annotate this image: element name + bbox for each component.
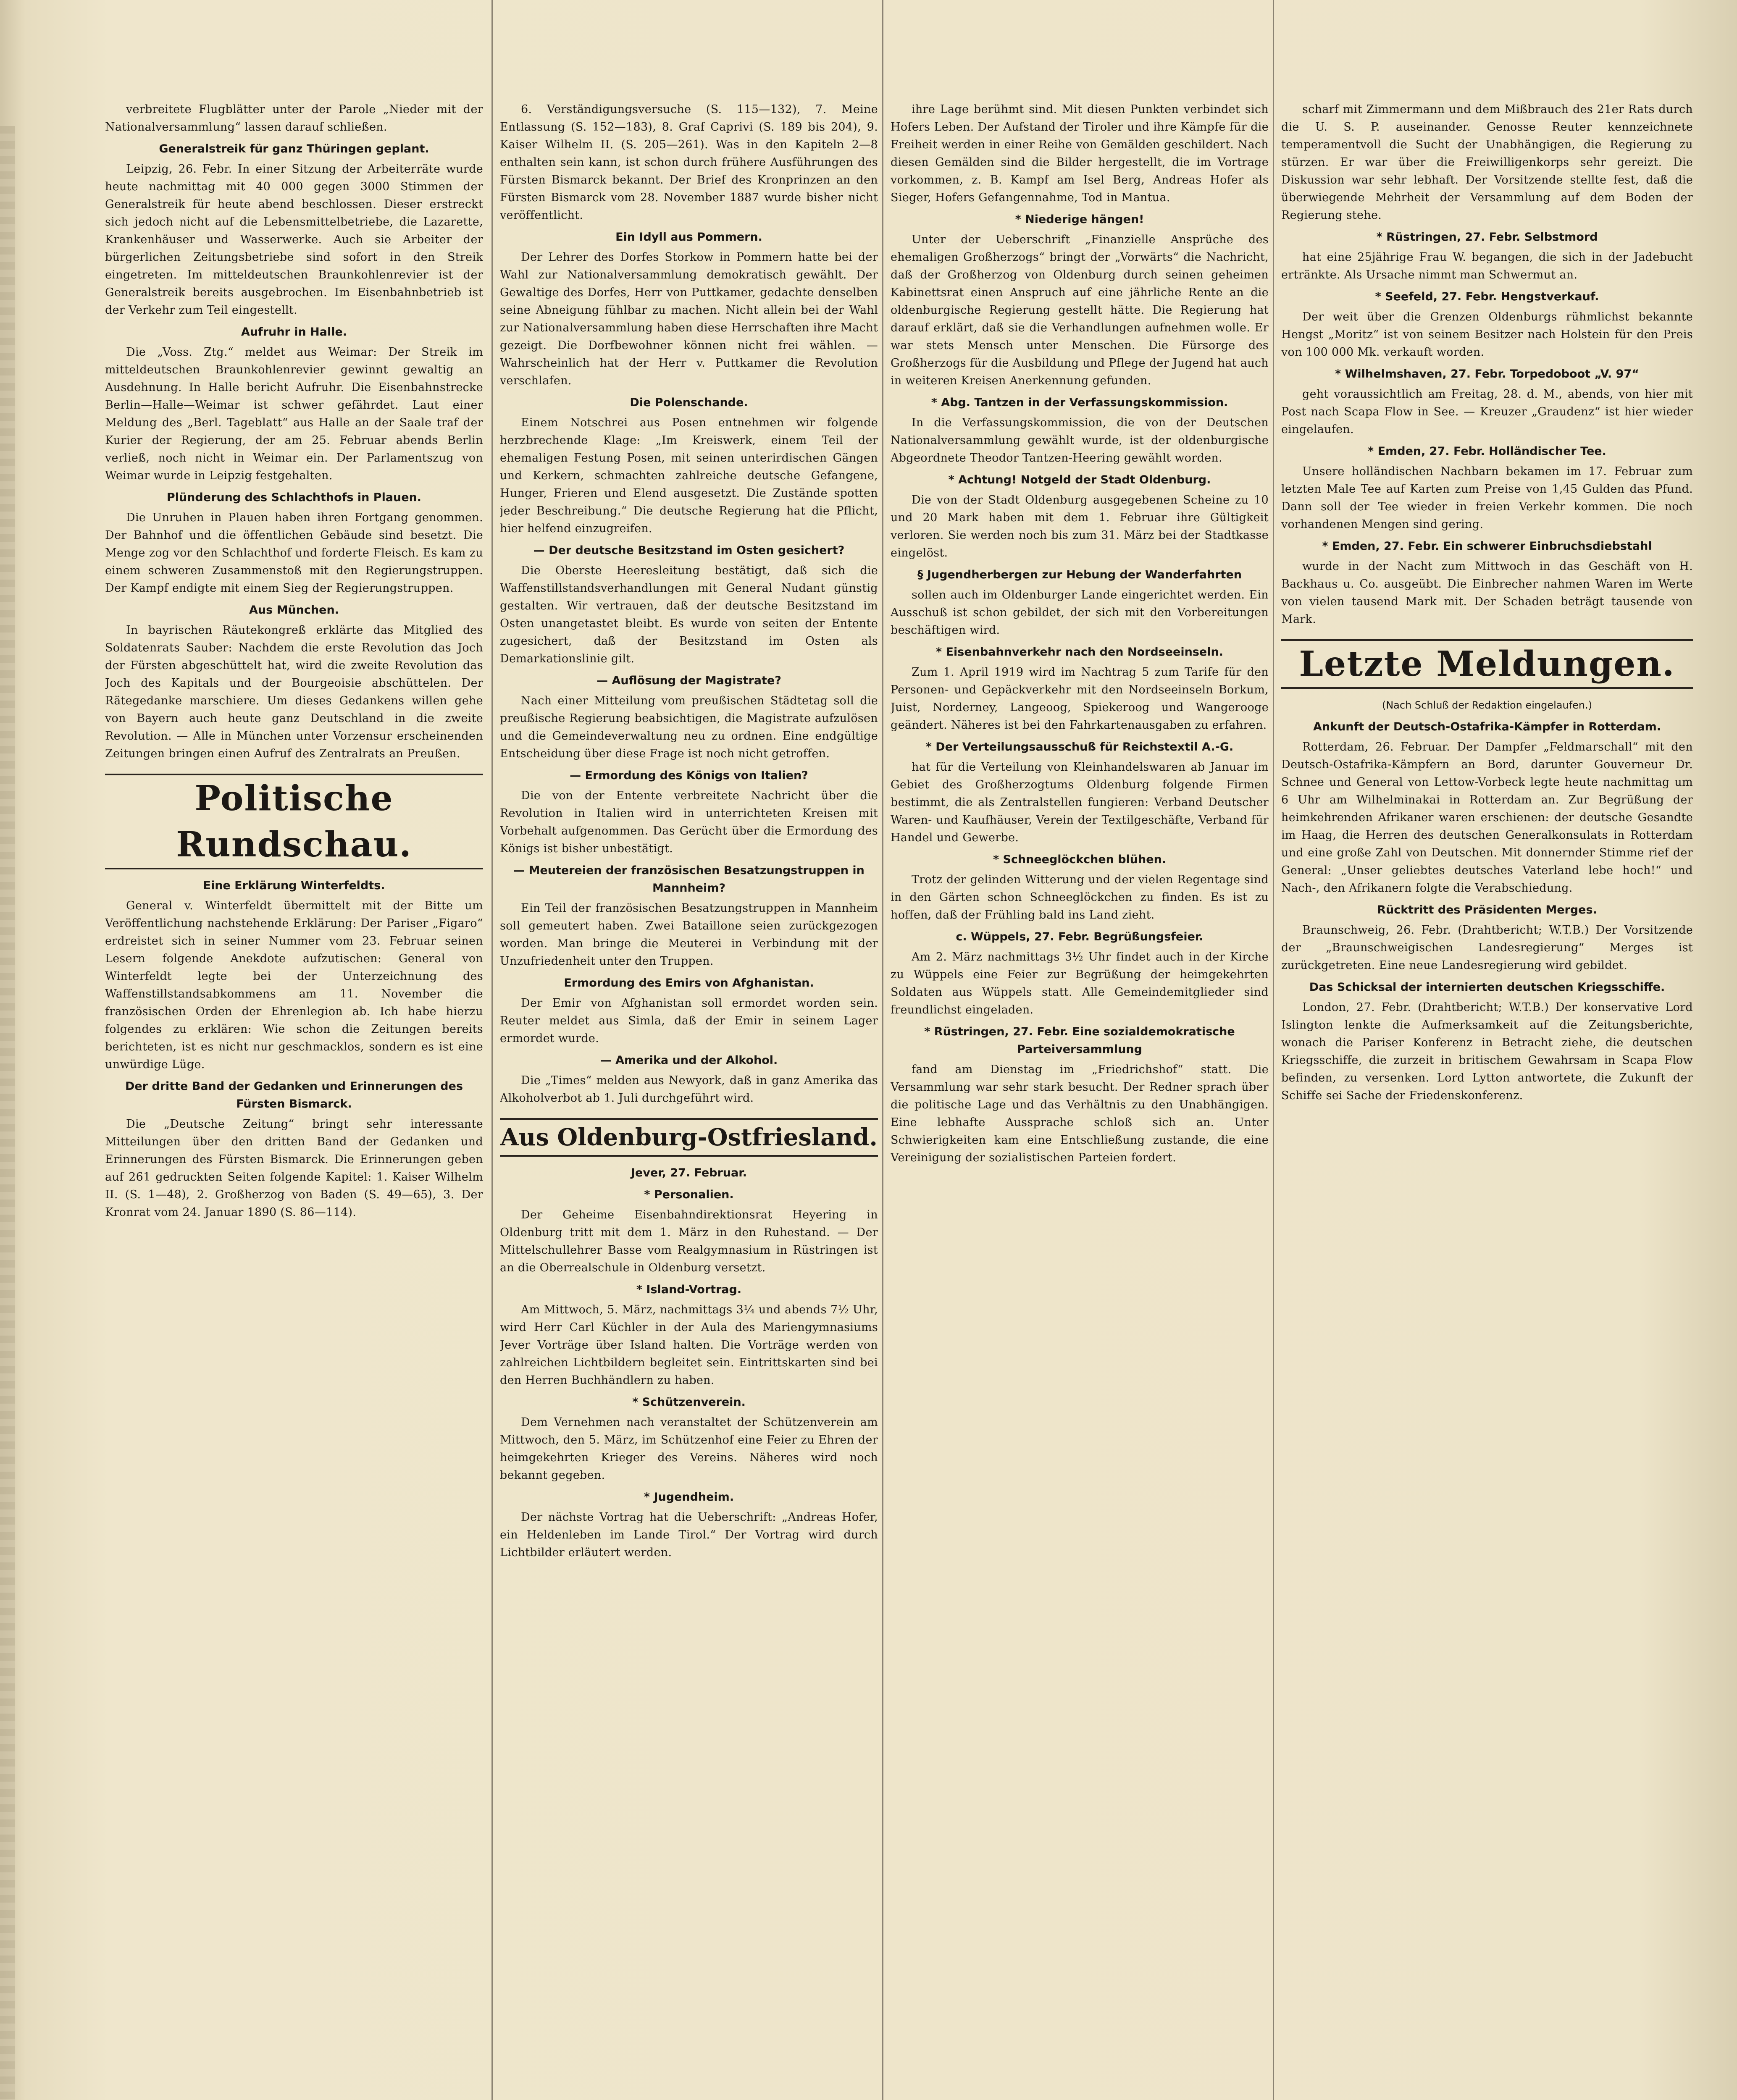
page-edge-binding	[0, 126, 15, 2100]
article-heading: * Island-Vortrag.	[636, 1283, 742, 1296]
article-heading: Generalstreik für ganz Thüringen geplant.	[159, 142, 429, 155]
article-text: Der nächste Vortrag hat die Ueberschrift: „Andreas Hofer, ein Heldenleben im Lande Tirol.“ Der Vortrag wird durch Lichtbilder erläutert werden.	[500, 1511, 878, 1559]
article-heading: § Jugendherbergen zur Hebung der Wanderfahrten	[917, 568, 1242, 581]
article-heading: * Eisenbahnverkehr nach den Nordseeinseln.	[936, 646, 1223, 659]
article-heading: * Personalien.	[644, 1188, 734, 1201]
article-text: Dem Vernehmen nach veranstaltet der Schützenverein am Mittwoch, den 5. März, im Schützenhof eine Feier zu Ehren der heimgekehrten Krieger des Vereins. Näheres wird noch bekannt gegeben.	[500, 1416, 878, 1482]
article-text: scharf mit Zimmermann und dem Mißbrauch des 21er Rats durch die U. S. P. auseinander. Genosse Reuter kennzeichnete temperamentvoll die Sucht der Unabhängigen, die Regierung zu stürzen. Er war über die Freiwilligenkorps sehr gereizt. Die Diskussion war sehr lebhaft. Der Vorsitzende stellte fest, daß die überwiegende Mehrheit der Versammlung auf dem Boden der Regierung stehe.	[1281, 103, 1693, 222]
article-text: In bayrischen Räutekongreß erklärte das Mitglied des Soldatenrats Sauber: Nachdem die erste Revolution das Joch der Fürsten abgeschüttelt hat, wird die zweite Revolution das Joch des Kapitals und der Bourgeoisie abschüttelen. Der Rätegedanke marschiere. Um dieses Gedankens willen gehe von Bayern auch heute ganz Deutschland in die zweite Revolution. — Alle in München unter Vorzensur erscheinenden Zeitungen bringen einen Aufruf des Zentralrats an Preußen.	[105, 624, 483, 760]
article-text: Die von der Entente verbreitete Nachricht über die Revolution in Italien wird in unterrichteten Kreisen mit Vorbehalt aufgenommen. Das Gerücht über die Ermordung des Königs ist bisher unbestätigt.	[500, 789, 878, 855]
article-text: In die Verfassungskommission, die von der Deutschen Nationalversammlung gewählt wurde, ist der oldenburgische Abgeordnete Theodor Tantzen-Heering gewählt worden.	[891, 416, 1269, 465]
article-heading: Ankunft der Deutsch-Ostafrika-Kämpfer in Rotterdam.	[1313, 720, 1661, 733]
article-heading: — Meutereien der französischen Besatzungstruppen in Mannheim?	[513, 864, 865, 895]
article-heading: * Schützenverein.	[632, 1396, 746, 1409]
article-heading: Das Schicksal der internierten deutschen Kriegsschiffe.	[1309, 981, 1665, 994]
article-text: Einem Notschrei aus Posen entnehmen wir folgende herzbrechende Klage: „Im Kreiswerk, einem Teil der ehemaligen Festung Posen, mit seinen unterirdischen Gängen und Kerkern, schmachten zahlreiche deutsche Gefangene, Hunger, Frieren und Elend ausgesetzt. Die Zustände spotten jeder Beschreibung.“ Die deutsche Regierung hat die Pflicht, hier helfend einzugreifen.	[500, 416, 878, 535]
section-title-oldenburg: Aus Oldenburg-Ostfriesland.	[500, 1118, 878, 1157]
article-heading: * Rüstringen, 27. Febr. Eine sozialdemokratische Parteiversammlung	[924, 1025, 1235, 1056]
column-rule	[1273, 0, 1274, 2100]
article-heading: — Auflösung der Magistrate?	[597, 674, 781, 687]
article-text: Die von der Stadt Oldenburg ausgegebenen Scheine zu 10 und 20 Mark haben mit dem 1. Februar ihre Gültigkeit verloren. Sie werden noch bis zum 31. März bei der Stadtkasse eingelöst.	[891, 494, 1269, 559]
article-text: Trotz der gelinden Witterung und der vielen Regentage sind in den Gärten schon Schneeglöckchen zu finden. Es ist zu hoffen, daß der Frühling bald ins Land zieht.	[891, 873, 1269, 921]
article-heading: * Schneeglöckchen blühen.	[993, 853, 1167, 866]
article-heading: Eine Erklärung Winterfeldts.	[203, 879, 385, 892]
article-heading: Aus München.	[249, 604, 339, 617]
article-text: wurde in der Nacht zum Mittwoch in das Geschäft von H. Backhaus u. Co. ausgeübt. Die Einbrecher nahmen Waren im Werte von vielen tausend Mark mit. Der Schaden beträgt tausende von Mark.	[1281, 560, 1693, 626]
article-heading: — Der deutsche Besitzstand im Osten gesichert?	[533, 544, 845, 557]
editorial-note: (Nach Schluß der Redaktion eingelaufen.)	[1382, 699, 1592, 711]
article-text: Die Unruhen in Plauen haben ihren Fortgang genommen. Der Bahnhof und die öffentlichen Gebäude sind besetzt. Die Menge zog vor den Schlachthof und forderte Fleisch. Es kam zu einem schweren Zusammenstoß mit den Regierungstruppen. Der Kampf endigte mit einem Sieg der Regierungstruppen.	[105, 511, 483, 595]
article-heading: Ermordung des Emirs von Afghanistan.	[564, 976, 814, 990]
article-text: Zum 1. April 1919 wird im Nachtrag 5 zum Tarife für den Personen- und Gepäckverkehr mit den Nordseeinseln Borkum, Juist, Norderney, Langeoog, Spiekeroog und Wangerooge geändert. Näheres ist bei den Fahrkartenausgaben zu erfahren.	[891, 666, 1269, 732]
article-heading: Rücktritt des Präsidenten Merges.	[1377, 903, 1597, 916]
article-heading: * Der Verteilungsausschuß für Reichstextil A.-G.	[925, 740, 1234, 753]
article-text: Nach einer Mitteilung vom preußischen Städtetag soll die preußische Regierung beabsichtigen, die Magistrate aufzulösen und die Gemeindeverwaltung neu zu ordnen. Eine endgültige Entscheidung über diese Frage ist noch nicht getroffen.	[500, 694, 878, 760]
article-heading: — Amerika und der Alkohol.	[600, 1054, 778, 1067]
article-heading: Aufruhr in Halle.	[241, 326, 347, 339]
article-text: Die Oberste Heeresleitung bestätigt, daß sich die Waffenstillstandsverhandlungen mit General Nudant günstig gestalten. Wir vertrauen, daß der deutsche Besitzstand im Osten unangetastet bleibt. Es wurde von seiten der Entente zugesichert, daß der Besitzstand im Osten als Demarkationslinie gilt.	[500, 564, 878, 665]
article-heading: * Wilhelmshaven, 27. Febr. Torpedoboot „V. 97“	[1335, 368, 1639, 381]
section-title-politics: Politische Rundschau.	[105, 774, 483, 869]
article-text: London, 27. Febr. (Drahtbericht; W.T.B.) Der konservative Lord Islington lenkte die Aufmerksamkeit auf die Zeitungsberichte, wonach die Pariser Konferenz in Betracht ziehe, die deutschen Kriegsschiffe, die zurzeit in britischem Gewahrsam in Scapa Flow befinden, zu versenken. Lord Lytton antwortete, die Zukunft der Schiffe sei Sache der Friedenskonferenz.	[1281, 1001, 1693, 1102]
article-text: sollen auch im Oldenburger Lande eingerichtet werden. Ein Ausschuß ist schon gebildet, der sich mit den Vorbereitungen beschäftigen wird.	[891, 588, 1269, 637]
column-2	[500, 101, 878, 2100]
article-text: ihre Lage berühmt sind. Mit diesen Punkten verbindet sich Hofers Leben. Der Aufstand der Tiroler und ihre Kämpfe für die Freiheit werden in einer Reihe von Gemälden geschildert. Nach diesen Gemälden sind die Bilder hergestellt, die im Vortrage vorkommen, z. B. Kampf am Isel Berg, Andreas Hofer als Sieger, Hofers Gefangennahme, Tod in Mantua.	[891, 103, 1269, 204]
column-4	[1281, 101, 1693, 2100]
column-3	[891, 101, 1269, 2100]
article-heading: * Rüstringen, 27. Febr. Selbstmord	[1376, 231, 1598, 244]
column-1	[105, 101, 483, 2100]
article-text: verbreitete Flugblätter unter der Parole „Nieder mit der Nationalversammlung“ lassen darauf schließen.	[105, 103, 483, 134]
article-text: hat eine 25jährige Frau W. begangen, die sich in der Jadebucht ertränkte. Als Ursache nimmt man Schwermut an.	[1281, 251, 1693, 281]
article-text: Der weit über die Grenzen Oldenburgs rühmlichst bekannte Hengst „Moritz“ ist von seinem Besitzer nach Holstein für den Preis von 100 000 Mk. verkauft worden.	[1281, 310, 1693, 359]
column-rule	[882, 0, 883, 2100]
article-text: Die „Times“ melden aus Newyork, daß in ganz Amerika das Alkoholverbot ab 1. Juli durchgeführt wird.	[500, 1074, 878, 1105]
article-heading: * Seefeld, 27. Febr. Hengstverkauf.	[1375, 290, 1599, 303]
section-title-latest-news: Letzte Meldungen.	[1281, 639, 1693, 689]
article-heading: — Ermordung des Königs von Italien?	[570, 769, 808, 782]
article-text: General v. Winterfeldt übermittelt mit der Bitte um Veröffentlichung nachstehende Erklärung: Der Pariser „Figaro“ erdreistet sich in seiner Nummer vom 23. Februar seinen Lesern folgende Anekdote aufzutischen: General von Winterfeldt legte bei der Unterzeichnung des Waffenstillstandsabkommens am 11. November die französischen Orden der Ehrenlegion ab. Ich habe hierzu folgendes zu erklären: Wie schon die Zeitungen bereits berichteten, ist es nicht nur geschmacklos, sondern es ist eine unwürdige Lüge.	[105, 899, 483, 1071]
article-text: Die „Voss. Ztg.“ meldet aus Weimar: Der Streik im mitteldeutschen Braunkohlenrevier gewinnt gewaltig an Ausdehnung. In Halle bericht Aufruhr. Die Eisenbahnstrecke Berlin—Halle—Weimar ist schwer gefährdet. Laut einer Meldung des „Berl. Tageblatt“ aus Halle an der Saale traf der Kurier der Regierung, der am 25. Februar abends Berlin verließ, noch nicht in Weimar ein. Der Parlamentszug von Weimar wurde in Leipzig festgehalten.	[105, 346, 483, 482]
article-text: Der Geheime Eisenbahndirektionsrat Heyering in Oldenburg tritt mit dem 1. März in den Ruhestand. — Der Mittelschullehrer Basse vom Realgymnasium in Rüstringen ist an die Oberrealschule in Oldenburg versetzt.	[500, 1208, 878, 1274]
article-heading: * Emden, 27. Febr. Ein schwerer Einbruchsdiebstahl	[1322, 540, 1652, 553]
article-text: hat für die Verteilung von Kleinhandelswaren ab Januar im Gebiet des Großherzogtums Oldenburg folgende Firmen bestimmt, die als Zentralstellen fungieren: Verband Deutscher Waren- und Kaufhäuser, Verein der Textilgeschäfte, Verband für Handel und Gewerbe.	[891, 761, 1269, 844]
article-heading: Ein Idyll aus Pommern.	[615, 231, 762, 244]
article-text: Unsere holländischen Nachbarn bekamen im 17. Februar zum letzten Male Tee auf Karten zum Preise von 1,45 Gulden das Pfund. Dann soll der Tee wieder in freien Verkehr kommen. Die noch vorhandenen Mengen sind gering.	[1281, 465, 1693, 531]
article-text: Am Mittwoch, 5. März, nachmittags 3¼ und abends 7½ Uhr, wird Herr Carl Küchler in der Aula des Mariengymnasiums Jever Vorträge über Island halten. Die Vorträge werden von zahlreichen Lichtbildern begleitet sein. Eintrittskarten sind bei den Herren Buchhändlern zu haben.	[500, 1303, 878, 1387]
article-heading: * Niederige hängen!	[1015, 213, 1144, 226]
article-text: geht voraussichtlich am Freitag, 28. d. M., abends, von hier mit Post nach Scapa Flow in See. — Kreuzer „Graudenz“ ist hier wieder eingelaufen.	[1281, 388, 1693, 436]
article-text: Braunschweig, 26. Febr. (Drahtbericht; W.T.B.) Der Vorsitzende der „Braunschweigischen Landesregierung“ Merges ist zurückgetreten. Eine neue Landesregierung wird gebildet.	[1281, 924, 1693, 972]
article-heading: * Emden, 27. Febr. Holländischer Tee.	[1368, 445, 1606, 458]
article-text: Der Emir von Afghanistan soll ermordet worden sein. Reuter meldet aus Simla, daß der Emir in seinem Lager ermordet wurde.	[500, 997, 878, 1045]
article-heading: Die Polenschande.	[630, 396, 748, 409]
article-text: Die „Deutsche Zeitung“ bringt sehr interessante Mitteilungen über den dritten Band der Gedanken und Erinnerungen des Fürsten Bismarck. Die Erinnerungen geben auf 261 gedruckten Seiten folgende Kapitel: 1. Kaiser Wilhelm II. (S. 1—48), 2. Großherzog von Baden (S. 49—65), 3. Der Kronrat vom 24. Januar 1890 (S. 86—114).	[105, 1118, 483, 1219]
article-heading: Der dritte Band der Gedanken und Erinnerungen des Fürsten Bismarck.	[125, 1080, 463, 1110]
article-heading: * Jugendheim.	[644, 1491, 734, 1504]
article-text: Am 2. März nachmittags 3½ Uhr findet auch in der Kirche zu Wüppels eine Feier zur Begrüßung der heimgekehrten Soldaten aus Wüppels statt. Alle Gemeindemitglieder sind freundlichst eingeladen.	[891, 950, 1269, 1016]
article-text: 6. Verständigungsversuche (S. 115—132), 7. Meine Entlassung (S. 152—183), 8. Graf Caprivi (S. 189 bis 204), 9. Kaiser Wilhelm II. (S. 205—261). Was in den Kapiteln 2—8 enthalten sein kann, ist schon durch frühere Ausführungen des Fürsten Bismarck bekannt. Der Brief des Kronprinzen an den Fürsten Bismarck vom 28. November 1887 wurde bisher nicht veröffentlicht.	[500, 103, 878, 222]
article-text: Leipzig, 26. Febr. In einer Sitzung der Arbeiterräte wurde heute nachmittag mit 40 000 gegen 3000 Stimmen der Generalstreik für heute abend beschlossen. Dieser erstreckt sich jedoch nicht auf die Lebensmittelbetriebe, die Lazarette, Krankenhäuser und Wasserwerke. Auch sie Arbeiter der bürgerlichen Zeitungsbetriebe sind sofort in den Streik eingetreten. Im mitteldeutschen Braunkohlenrevier ist der Generalstreik bereits ausgebrochen. Im Eisenbahnbetrieb ist der Verkehr zum Teil eingestellt.	[105, 163, 483, 317]
column-rule	[491, 0, 493, 2100]
article-text: Rotterdam, 26. Februar. Der Dampfer „Feldmarschall“ mit den Deutsch-Ostafrika-Kämpfern an Bord, darunter Gouverneur Dr. Schnee und General von Lettow-Vorbeck legte heute nachmittag um 6 Uhr am Wilhelminakai in Rotterdam an. Zur Begrüßung der heimkehrenden Afrikaner waren erschienen: der deutsche Gesandte im Haag, die Herren des deutschen Generalkonsulats in Rotterdam und eine große Zahl von Deutschen. Mit donnernder Stimme rief der General: „Unser geliebtes deutsches Vaterland lebe hoch!“ und Nach-, den Afrikanern folgte die Verabschiedung.	[1281, 740, 1693, 895]
article-text: Unter der Ueberschrift „Finanzielle Ansprüche des ehemaligen Großherzogs“ bringt der „Vorwärts“ die Nachricht, daß der Großherzog von Oldenburg durch seinen geheimen Kabinettsrat einen Anspruch auf eine jährliche Rente an die oldenburgische Regierung gestellt hätte. Die Regierung hat darauf erklärt, daß sie die Verhandlungen aufnehmen wolle. Er war stets Mensch unter Menschen. Die Fürsorge des Großherzogs für die Ausbildung und Pflege der Jugend hat auch in weiteren Kreisen Anerkennung gefunden.	[891, 233, 1269, 387]
article-heading: * Achtung! Notgeld der Stadt Oldenburg.	[948, 473, 1211, 486]
article-text: Der Lehrer des Dorfes Storkow in Pommern hatte bei der Wahl zur Nationalversammlung demokratisch gewählt. Der Gewaltige des Dorfes, Herr von Puttkamer, gedachte denselben seine Abneigung fühlbar zu machen. Nicht allein bei der Wahl zur Nationalversammlung haben diese Herrschaften ihre Macht gezeigt. Die Dorfbewohner können nicht frei wählen. — Wahrscheinlich hat der Herr v. Puttkamer die Revolution verschlafen.	[500, 251, 878, 387]
article-heading: * Abg. Tantzen in der Verfassungskommission.	[931, 396, 1228, 409]
article-text: Ein Teil der französischen Besatzungstruppen in Mannheim soll gemeutert haben. Zwei Bataillone seien zurückgezogen worden. Man bringe die Meuterei in Verbindung mit der Unzufriedenheit unter den Truppen.	[500, 902, 878, 968]
article-text: fand am Dienstag im „Friedrichshof“ statt. Die Versammlung war sehr stark besucht. Der Redner sprach über die politische Lage und das Verhältnis zu den Unabhängigen. Eine lebhafte Aussprache schloß sich an. Unter Schwierigkeiten kam eine Entschließung zustande, die eine Vereinigung der sozialistischen Parteien fordert.	[891, 1063, 1269, 1164]
article-heading: c. Wüppels, 27. Febr. Begrüßungsfeier.	[956, 930, 1204, 943]
dateline: Jever, 27. Februar.	[631, 1166, 747, 1179]
article-heading: Plünderung des Schlachthofs in Plauen.	[166, 491, 422, 504]
